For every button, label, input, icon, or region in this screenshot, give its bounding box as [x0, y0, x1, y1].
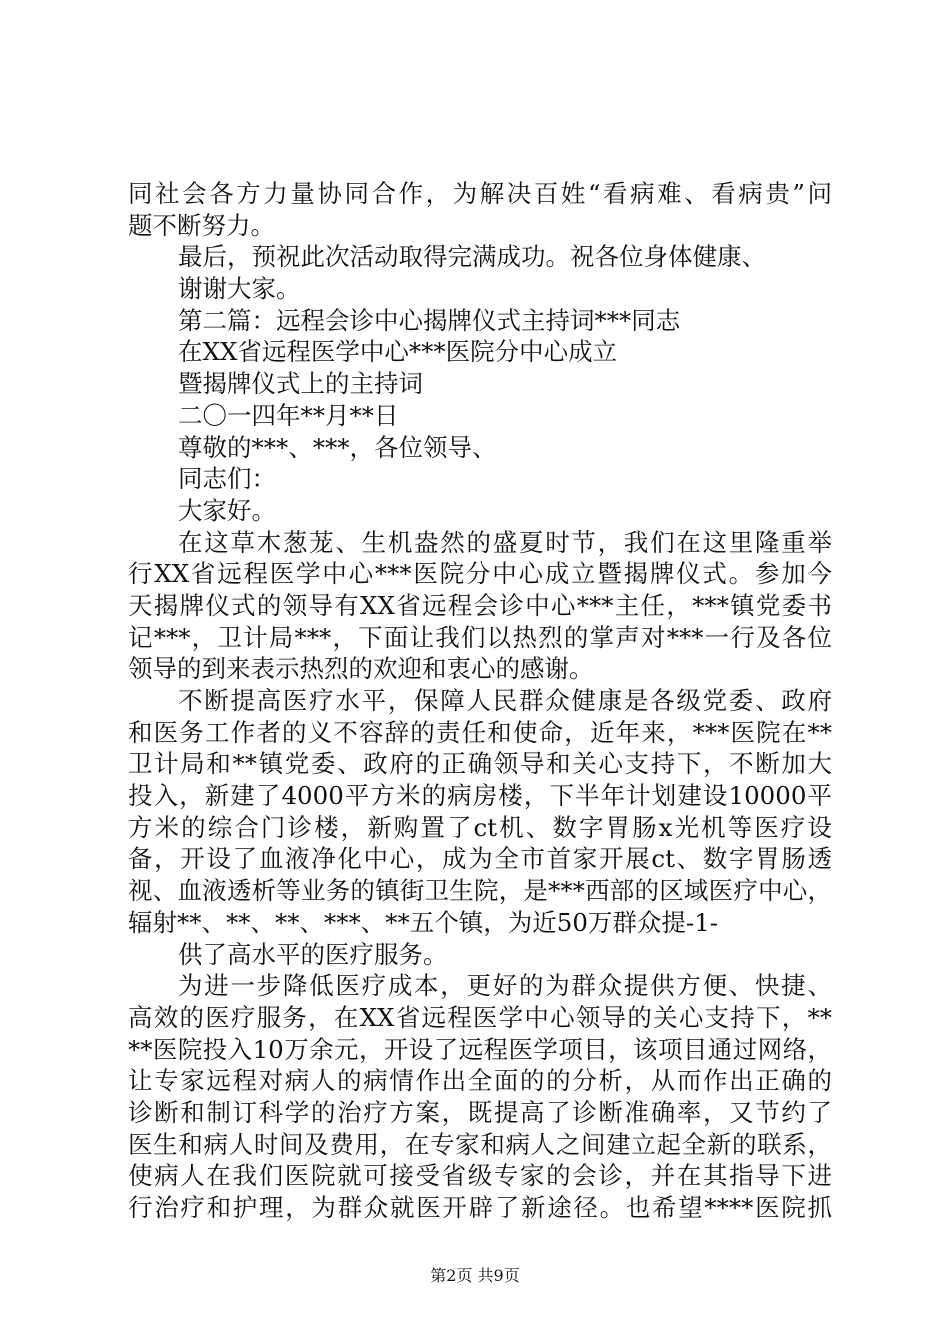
text-line: 第二篇：远程会诊中心揭牌仪式主持词***同志	[178, 305, 681, 335]
text-line: 辐射**、**、**、***、**五个镇，为近50万群众提-1-	[128, 907, 719, 937]
text-line: 暨揭牌仪式上的主持词	[178, 369, 423, 399]
text-line: 视、血液透析等业务的镇街卫生院，是***西部的区域医疗中心，	[128, 876, 832, 906]
text-line: 和医务工作者的义不容辞的责任和使命，近年来，***医院在**	[128, 717, 832, 747]
text-line: 记***，卫计局***，下面让我们以热烈的掌声对***一行及各位	[128, 622, 832, 652]
text-line: 天揭牌仪式的领导有XX省远程会诊中心***主任，***镇党委书	[128, 590, 832, 620]
text-line: **医院投入10万余元，开设了远程医学项目，该项目通过网络，	[128, 1034, 832, 1064]
text-line: 行XX省远程医学中心***医院分中心成立暨揭牌仪式。参加今	[128, 559, 832, 589]
text-line: 使病人在我们医院就可接受省级专家的会诊，并在其指导下进	[128, 1161, 832, 1191]
text-line: 诊断和制订科学的治疗方案，既提高了诊断准确率，又节约了	[128, 1097, 832, 1127]
text-line: 备，开设了血液净化中心，成为全市首家开展ct、数字胃肠透	[128, 844, 832, 874]
text-line: 行治疗和护理，为群众就医开辟了新途径。也希望****医院抓	[128, 1193, 832, 1222]
text-line: 方米的综合门诊楼，新购置了ct机、数字胃肠x光机等医疗设	[128, 812, 832, 842]
text-line: 谢谢大家。	[178, 274, 301, 304]
text-line: 高效的医疗服务，在XX省远程医学中心领导的关心支持下，**	[128, 1002, 832, 1032]
page-footer: 第2页 共9页	[430, 1266, 520, 1285]
text-line: 让专家远程对病人的病情作出全面的的分析，从而作出正确的	[128, 1066, 832, 1096]
text-line: 投入，新建了4000平方米的病房楼，下半年计划建设10000平	[128, 781, 832, 811]
text-line: 同志们：	[178, 464, 276, 494]
text-line: 同社会各方力量协同合作，为解决百姓“看病难、看病贵”问	[128, 179, 832, 208]
text-line: 最后，预祝此次活动取得完满成功。祝各位身体健康、	[178, 242, 766, 272]
text-line: 在XX省远程医学中心***医院分中心成立	[178, 337, 618, 367]
text-line: 卫计局和**镇党委、政府的正确领导和关心支持下，不断加大	[128, 749, 832, 779]
text-line: 大家好。	[178, 495, 276, 525]
text-line: 为进一步降低医疗成本，更好的为群众提供方便、快捷、	[178, 971, 832, 1001]
text-line: 领导的到来表示热烈的欢迎和衷心的感谢。	[128, 654, 594, 684]
text-line: 题不断努力。	[128, 210, 275, 240]
text-line: 二〇一四年**月**日	[178, 400, 399, 430]
text-line: 尊敬的***、***，各位领导、	[178, 432, 497, 462]
text-line: 供了高水平的医疗服务。	[178, 939, 448, 969]
text-line: 在这草木葱茏、生机盎然的盛夏时节，我们在这里隆重举	[178, 527, 832, 557]
text-line: 医生和病人时间及费用，在专家和病人之间建立起全新的联系，	[128, 1129, 832, 1159]
text-line: 不断提高医疗水平，保障人民群众健康是各级党委、政府	[178, 686, 832, 715]
document-body	[128, 178, 832, 1224]
